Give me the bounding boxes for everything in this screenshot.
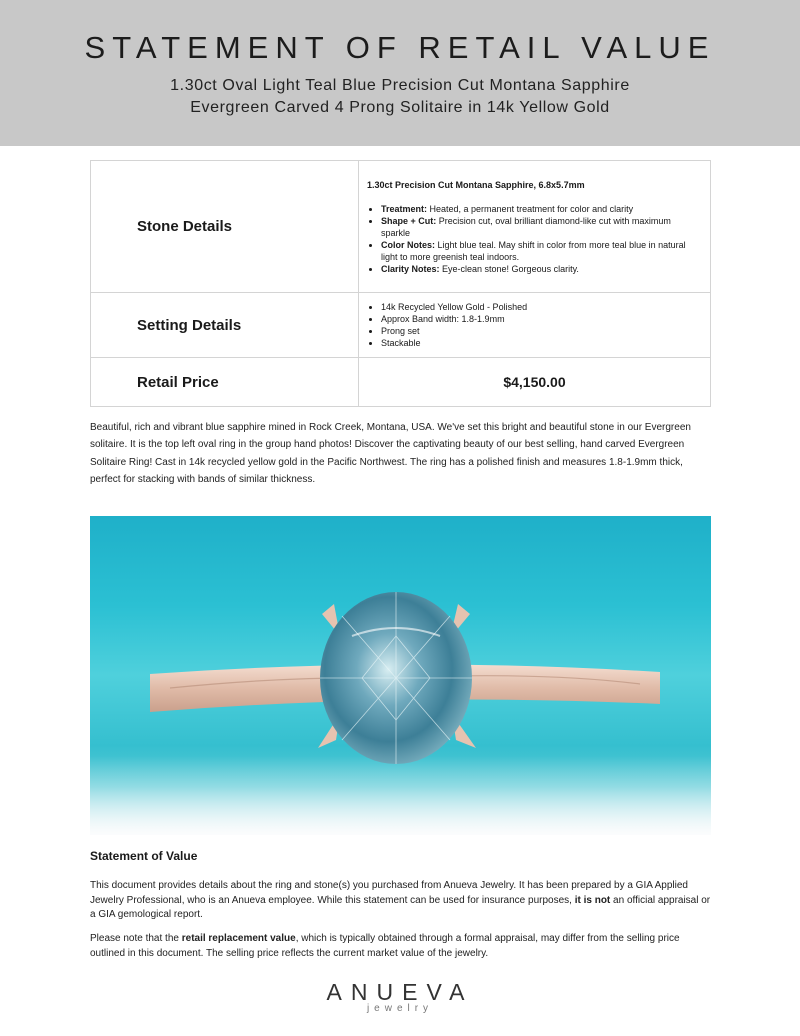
subtitle-line-2: Evergreen Carved 4 Prong Solitaire in 14k Yellow Gold <box>190 99 610 116</box>
treatment-value: Heated, a permanent treatment for color and clarity <box>427 203 634 214</box>
stone-details-list <box>367 203 698 275</box>
treatment-key: Treatment: <box>381 203 428 214</box>
setting-details-list <box>367 301 698 349</box>
stone-heading: 1.30ct Precision Cut Montana Sapphire, 6.8x5.7mm <box>367 179 585 190</box>
retail-price-value: $4,150.00 <box>359 358 711 407</box>
retail-price-row <box>91 358 711 407</box>
setting-details-row <box>91 293 711 358</box>
retail-price-label: Retail Price <box>91 358 359 407</box>
statement-p2-tail: , which is typically obtained through a formal appraisal, may differ from the selling price outlined in this document. The selling price reflects the current market value of the jewelry. <box>90 933 680 959</box>
statement-p2-emphasis: retail replacement value <box>181 933 296 944</box>
list-item: • 14k Recycled Yellow Gold - Polished <box>381 301 698 313</box>
brand-logo: ANUEVA <box>326 979 474 1005</box>
color-notes-key: Color Notes: <box>381 239 435 250</box>
setting-details-label: Setting Details <box>91 293 359 358</box>
statement-p1-emphasis: it is not <box>574 894 611 906</box>
product-description: Beautiful, rich and vibrant blue sapphire mined in Rock Creek, Montana, USA. We've set this bright and beautiful stone in our Evergreen solitaire. It is the top left oval ring in the group hand photos! Discover the captivating beauty of our best selling, hand carved Evergreen Solitaire Ring! Cast in 14k recycled yellow gold in the Pacific Northwest. The ring has a polished finish and measures 1.8-1.9mm thick, perfect for stacking with bands of similar thickness. <box>90 422 691 485</box>
list-item <box>381 263 698 275</box>
brand-logo-sub: jewelry <box>366 1003 434 1014</box>
list-item <box>381 203 698 215</box>
statement-paragraph-1 <box>90 879 712 923</box>
clarity-notes-value: Eye-clean stone! Gorgeous clarity. <box>439 263 579 274</box>
list-item <box>381 215 698 239</box>
statement-p1-tail: an official appraisal or a GIA gemological report. <box>90 894 711 920</box>
ring-illustration <box>90 516 711 835</box>
page-title: STATEMENT OF RETAIL VALUE <box>84 30 716 65</box>
shape-cut-value: Precision cut, oval brilliant diamond-like cut with maximum sparkle <box>381 215 671 238</box>
details-table <box>90 160 711 407</box>
statement-p2-text: Please note that the <box>90 933 182 944</box>
surf-foam <box>90 756 711 835</box>
statement-title: Statement of Value <box>90 849 198 863</box>
list-item: • Stackable <box>381 337 698 349</box>
header-banner <box>0 0 800 146</box>
stone-details-info <box>359 161 711 293</box>
stone-details-label: Stone Details <box>91 161 359 293</box>
list-item <box>381 239 698 263</box>
color-notes-value: Light blue teal. May shift in color from more teal blue in natural light to more greenish teal indoors. <box>381 239 686 262</box>
shape-cut-key: Shape + Cut: <box>381 215 437 226</box>
stone-details-row <box>91 161 711 293</box>
statement-p1-text: This document provides details about the ring and stone(s) you purchased from Anueva Jewelry. It has been prepared by a GIA Applied Jewelry Professional, who is an Anueva employee. While this statement can be used for insurance purposes, <box>90 880 688 906</box>
ring-photo <box>90 516 711 835</box>
list-item: • Approx Band width: 1.8-1.9mm <box>381 313 698 325</box>
clarity-notes-key: Clarity Notes: <box>381 263 440 274</box>
statement-paragraph-2 <box>90 932 712 961</box>
subtitle-line-1: 1.30ct Oval Light Teal Blue Precision Cut Montana Sapphire <box>170 77 630 94</box>
list-item: • Prong set <box>381 325 698 337</box>
setting-details-info <box>359 293 711 358</box>
